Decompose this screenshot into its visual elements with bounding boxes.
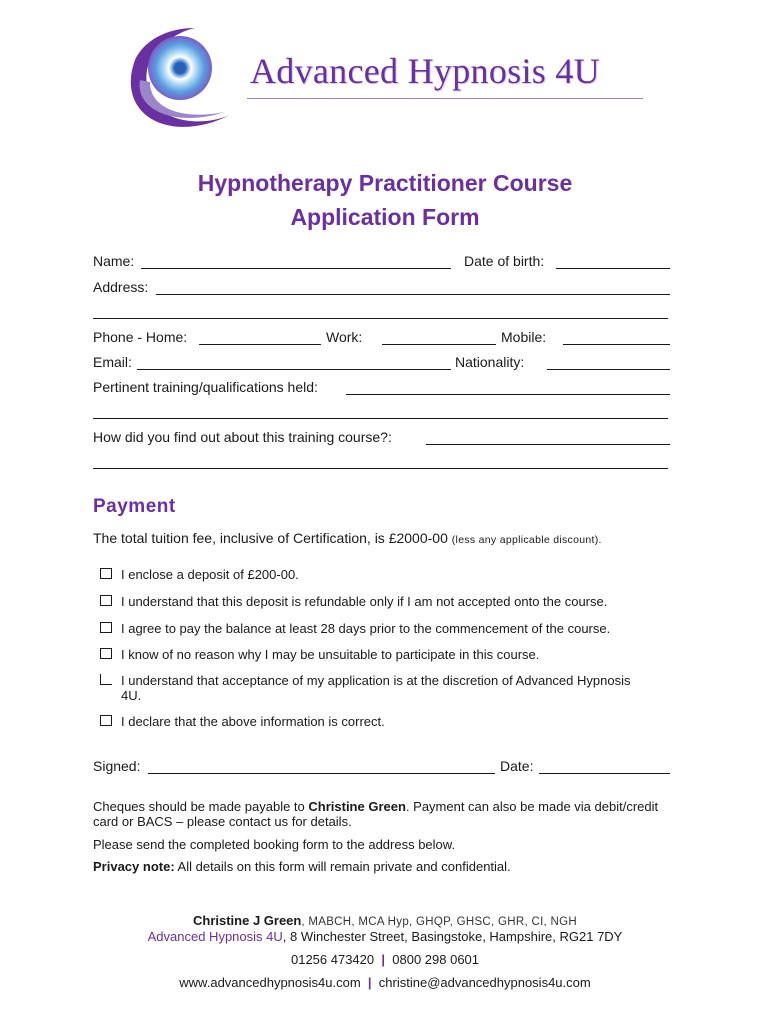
name-label: Name: — [93, 253, 135, 269]
email-field[interactable] — [137, 369, 451, 370]
footer-name: Christine J Green — [192, 913, 302, 928]
footer-phone-2: 0800 298 0601 — [392, 952, 480, 967]
training-row — [93, 377, 670, 397]
checkbox[interactable] — [100, 648, 112, 659]
phone-home-field[interactable] — [199, 344, 321, 345]
source-row — [93, 427, 670, 447]
address-field-2[interactable] — [93, 318, 668, 319]
name-dob-row — [93, 251, 670, 271]
source-field-2[interactable] — [93, 468, 668, 469]
footer-phones — [0, 952, 770, 967]
email-row — [93, 352, 670, 372]
footer-credentials: , MABCH, MCA Hyp, GHQP, GHSC, GHR, CI, NGH — [301, 916, 578, 928]
cheques-note — [93, 799, 663, 829]
fee-text: The total tuition fee, inclusive of Certification, is £2000-00 — [93, 530, 448, 546]
checklist-item-label: I agree to pay the balance at least 28 days prior to the commencement of the course. — [121, 621, 611, 636]
nationality-field[interactable] — [547, 369, 670, 370]
form-subtitle: Application Form — [290, 204, 480, 230]
checkbox[interactable] — [100, 568, 112, 579]
nationality-label: Nationality: — [455, 354, 525, 370]
mobile-field[interactable] — [563, 344, 670, 345]
address-row — [93, 277, 670, 297]
footer-separator: | — [381, 952, 386, 967]
form-title: Hypnotherapy Practitioner Course — [197, 170, 573, 196]
email-label: Email: — [93, 354, 132, 370]
footer-phone-1: 01256 473420 — [290, 952, 375, 967]
source-label: How did you find out about this training course?: — [93, 429, 392, 445]
fee-note: (less any applicable discount). — [451, 534, 602, 546]
footer-person — [0, 913, 770, 928]
signature-field[interactable] — [148, 773, 495, 774]
training-label: Pertinent training/qualifications held: — [93, 379, 318, 395]
training-field-2[interactable] — [93, 418, 668, 419]
checkbox[interactable] — [100, 595, 112, 606]
footer-contact — [0, 975, 770, 990]
footer-address — [0, 929, 770, 944]
signature-row — [93, 756, 670, 776]
brand-name: Advanced Hypnosis 4U — [250, 51, 600, 91]
privacy-label: Privacy note: — [93, 859, 175, 874]
address-label: Address: — [93, 279, 149, 295]
checklist-item-label: I enclose a deposit of £200-00. — [121, 567, 299, 582]
logo-divider — [247, 98, 643, 99]
address-row-2 — [93, 301, 670, 321]
checkbox[interactable] — [100, 715, 112, 726]
name-field[interactable] — [141, 268, 451, 269]
privacy-text: All details on this form will remain private and confidential. — [174, 859, 511, 874]
privacy-note — [93, 859, 663, 874]
mobile-label: Mobile: — [501, 329, 547, 345]
cheques-prefix: Cheques should be made payable to — [93, 799, 309, 814]
footer-website-link[interactable]: www.advancedhypnosis4u.com — [179, 975, 361, 990]
training-row-2 — [93, 401, 670, 421]
payment-heading: Payment — [93, 496, 176, 517]
source-field[interactable] — [426, 444, 670, 445]
work-label: Work: — [326, 329, 363, 345]
footer-company: Advanced Hypnosis 4U — [147, 929, 283, 944]
date-label: Date: — [500, 758, 534, 774]
checkbox[interactable] — [100, 674, 112, 685]
checklist-item-label: I declare that the above information is correct. — [121, 714, 385, 729]
payee-name: Christine Green — [308, 799, 406, 814]
checkbox[interactable] — [100, 622, 112, 633]
date-field[interactable] — [539, 773, 670, 774]
footer-address-text: , 8 Winchester Street, Basingstoke, Hampshire, RG21 7DY — [282, 929, 623, 944]
checklist-item-label: I understand that acceptance of my application is at the discretion of Advanced Hypnosis 4U. — [121, 673, 631, 703]
phone-row — [93, 327, 670, 347]
source-row-2 — [93, 451, 670, 471]
signed-label: Signed: — [93, 758, 141, 774]
footer-email-link[interactable]: christine@advancedhypnosis4u.com — [378, 975, 591, 990]
dob-field[interactable] — [556, 268, 670, 269]
address-field[interactable] — [156, 294, 670, 295]
footer-separator: | — [367, 975, 372, 990]
checklist-item-label: I know of no reason why I may be unsuitable to participate in this course. — [121, 647, 540, 662]
work-phone-field[interactable] — [382, 344, 496, 345]
checklist-item-label: I understand that this deposit is refundable only if I am not accepted onto the course. — [121, 594, 608, 609]
logo — [115, 20, 655, 140]
phone-home-label: Phone - Home: — [93, 329, 188, 345]
fee-statement — [93, 530, 602, 546]
training-field[interactable] — [346, 394, 670, 395]
dob-label: Date of birth: — [464, 253, 545, 269]
cheques-suffix: . Payment can also be made via debit/credit card or BACS – please contact us for details. — [93, 799, 659, 829]
send-instructions: Please send the completed booking form to the address below. — [93, 837, 456, 852]
